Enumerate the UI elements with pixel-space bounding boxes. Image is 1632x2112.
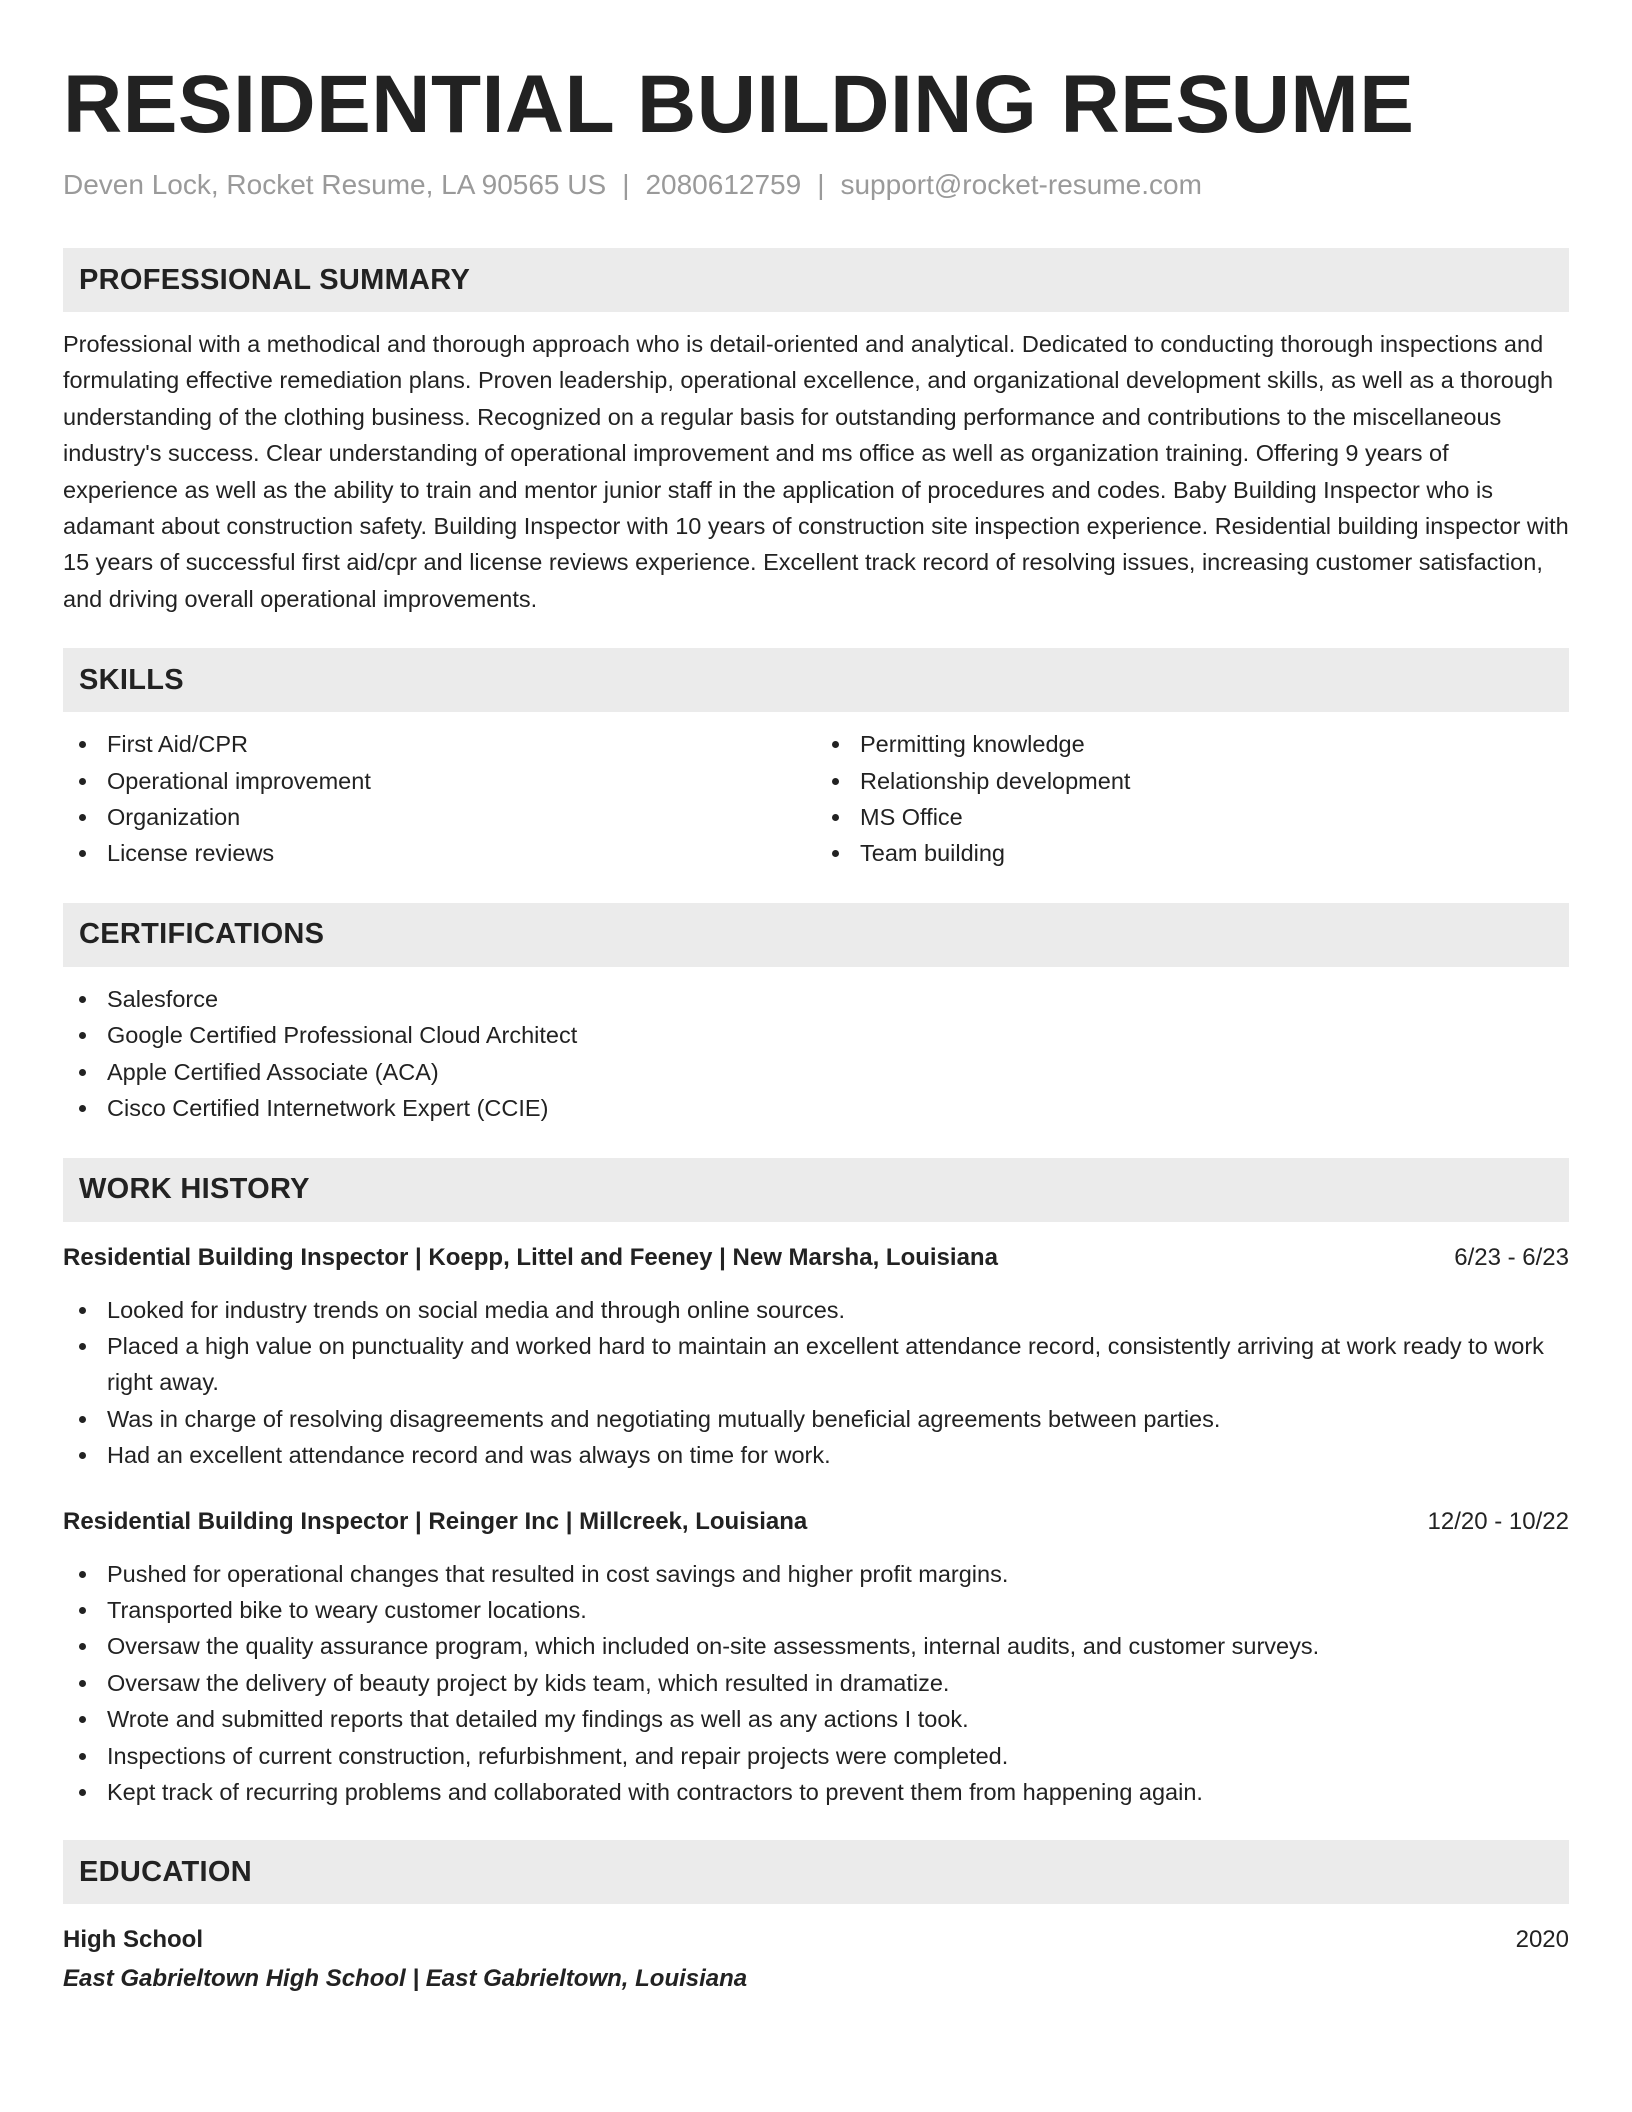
section-header-summary: PROFESSIONAL SUMMARY <box>63 248 1569 312</box>
certification-item: Salesforce <box>63 981 1569 1017</box>
education-school: East Gabrieltown High School | East Gabrieltown, Louisiana <box>63 1965 748 1993</box>
certification-item: Cisco Certified Internetwork Expert (CCIE) <box>63 1090 1569 1126</box>
skills-list-left <box>63 726 816 872</box>
summary-text: Professional with a methodical and thorough approach who is detail-oriented and analytical. Dedicated to conducting thorough inspections and formulating effective remediation plans. Proven leadership, operational excellence, and organizational development skills, as well as a thorough understanding of the clothing business. Recognized on a regular basis for outstanding performance and contributions to the miscellaneous industry's success. Clear understanding of operational improvement and ms office as well as organization training. Offering 9 years of experience as well as the ability to train and mentor junior staff in the application of procedures and codes. Baby Building Inspector who is adamant about construction safety. Building Inspector with 10 years of construction site inspection experience. Residential building inspector with 15 years of successful first aid/cpr and license reviews experience. Excellent track record of resolving issues, increasing customer satisfaction, and driving overall operational improvements. <box>63 331 1569 612</box>
job-bullet: Wrote and submitted reports that detailed my findings as well as any actions I took. <box>63 1701 1569 1737</box>
skills-list-right <box>816 726 1569 872</box>
job-bullet: Looked for industry trends on social media and through online sources. <box>63 1292 1569 1328</box>
job-bullet: Placed a high value on punctuality and worked hard to maintain an excellent attendance record, consistently arriving at work ready to work right away. <box>63 1328 1569 1401</box>
job-header <box>63 1240 1569 1276</box>
skill-item: Operational improvement <box>63 763 816 799</box>
contact-phone: 2080612759 <box>645 169 802 200</box>
skill-item: Relationship development <box>816 763 1569 799</box>
section-header-certifications: CERTIFICATIONS <box>63 903 1569 967</box>
job-bullet: Kept track of recurring problems and collaborated with contractors to prevent them from happening again. <box>63 1774 1569 1810</box>
certifications-list <box>63 981 1569 1127</box>
education-degree: High School <box>63 1926 203 1954</box>
skill-item: Organization <box>63 799 816 835</box>
job-header <box>63 1504 1569 1540</box>
job-bullets <box>63 1556 1569 1811</box>
contact-separator: | <box>817 169 825 200</box>
job-bullet: Inspections of current construction, refurbishment, and repair projects were completed. <box>63 1738 1569 1774</box>
section-header-skills: SKILLS <box>63 648 1569 712</box>
job-dates: 6/23 - 6/23 <box>1454 1243 1569 1271</box>
job-bullet: Was in charge of resolving disagreements and negotiating mutually beneficial agreements between parties. <box>63 1401 1569 1437</box>
contact-email: support@rocket-resume.com <box>840 169 1202 200</box>
job-bullet: Had an excellent attendance record and was always on time for work. <box>63 1437 1569 1473</box>
job-bullet: Pushed for operational changes that resulted in cost savings and higher profit margins. <box>63 1556 1569 1592</box>
skill-item: Team building <box>816 835 1569 871</box>
job-bullet: Oversaw the delivery of beauty project by kids team, which resulted in dramatize. <box>63 1665 1569 1701</box>
contact-separator: | <box>622 169 630 200</box>
section-header-work-history: WORK HISTORY <box>63 1158 1569 1222</box>
job-bullet: Oversaw the quality assurance program, which included on-site assessments, internal audits, and customer surveys. <box>63 1628 1569 1664</box>
skill-item: License reviews <box>63 835 816 871</box>
job-title: Residential Building Inspector | Reinger Inc | Millcreek, Louisiana <box>63 1507 808 1535</box>
section-header-education: EDUCATION <box>63 1840 1569 1904</box>
job-title: Residential Building Inspector | Koepp, Littel and Feeney | New Marsha, Louisiana <box>63 1243 998 1271</box>
contact-line <box>63 167 1569 203</box>
education-header <box>63 1922 1569 1958</box>
skill-item: Permitting knowledge <box>816 726 1569 762</box>
skill-item: MS Office <box>816 799 1569 835</box>
certification-item: Google Certified Professional Cloud Architect <box>63 1017 1569 1053</box>
resume-title: RESIDENTIAL BUILDING RESUME <box>63 59 1415 150</box>
job-bullets <box>63 1292 1569 1474</box>
education-year: 2020 <box>1515 1926 1569 1954</box>
skills-grid <box>63 726 1569 872</box>
job-bullet: Transported bike to weary customer locations. <box>63 1592 1569 1628</box>
contact-address: Deven Lock, Rocket Resume, LA 90565 US <box>63 169 607 200</box>
job-dates: 12/20 - 10/22 <box>1427 1507 1569 1535</box>
certification-item: Apple Certified Associate (ACA) <box>63 1054 1569 1090</box>
skill-item: First Aid/CPR <box>63 726 816 762</box>
